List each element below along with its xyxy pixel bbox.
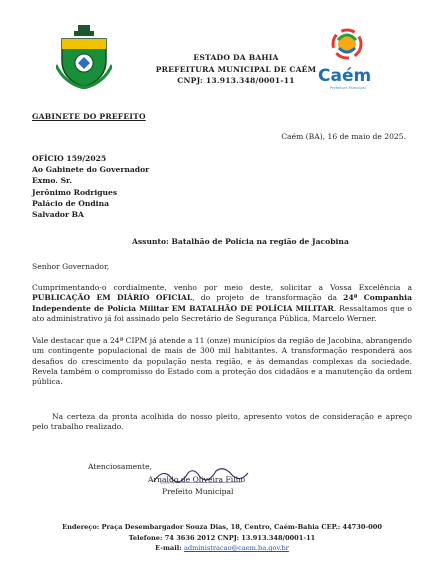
signer-name: Arnaldo de Oliveira Filho xyxy=(148,475,246,484)
p1-text: . Ressaltamos que o ato administrativo já foi assinado pelo Secretário de Segurança Pública, Marcelo Werner. xyxy=(32,303,412,323)
p1-text: Cumprimentando-o cordialmente, venho por meio deste, solicitar a Vossa Excelência a xyxy=(32,283,412,292)
paragraph-3: Na certeza da pronta acolhida do nosso pleito, apresento votos de consideração e apreço pelo trabalho realizado. xyxy=(32,412,412,432)
footer-phone: Telefone: 74 3636 2012 CNPJ: 13.913.348/0001-11 xyxy=(128,533,316,542)
footer-address: Endereço: Praça Desembargador Souza Dias, 18, Centro, Caém-Bahia CEP.: 44730-000 xyxy=(62,523,382,531)
footer xyxy=(40,522,404,554)
state-name: ESTADO DA BAHIA xyxy=(193,53,279,62)
paragraph-2: Vale destacar que a 24ª CIPM já atende a 11 (onze) municípios da região de Jacobina, abrangendo um contingente populacional de mais de 300 mil habitantes. A transformação responderá aos desafios do crescimento da população nesta região, e às demandas complexas da sociedade. Revela também o compromisso do Estado com a proteção dos cidadãos e a manutenção da ordem pública. xyxy=(32,336,412,387)
footer-email-line xyxy=(40,543,404,554)
logo-wordmark: Caém xyxy=(318,66,372,86)
subject-line: Assunto: Batalhão de Polícia na região de Jacobina xyxy=(132,237,349,246)
municipal-crest-icon xyxy=(56,25,112,89)
footer-email-label: E-mail: xyxy=(155,544,184,552)
p1-text: , do projeto de transformação da xyxy=(192,293,344,303)
p1-bold-unit: 24ª Companhia Independente de Polícia Militar EM BATALHÃO DE POLÍCIA MILITAR xyxy=(32,293,412,313)
addressee-line: Ao Gabinete do Governador xyxy=(32,165,150,175)
salutation: Senhor Governador, xyxy=(32,262,110,271)
cnpj-line: CNPJ: 13.913.348/0001-11 xyxy=(177,76,295,85)
addressee-block xyxy=(32,153,149,220)
logo-subtitle: Prefeitura Municipal xyxy=(330,86,366,90)
addressee-line: Jerônimo Rodrigues xyxy=(32,187,118,197)
addressee-line: Palácio de Ondina xyxy=(32,198,110,208)
p1-bold-publication: PUBLICAÇÃO EM DIÁRIO OFICIAL xyxy=(32,293,193,303)
office-heading: GABINETE DO PREFEITO xyxy=(32,112,146,121)
addressee-line: Exmo. Sr. xyxy=(32,176,72,186)
addressee-line: Salvador BA xyxy=(32,210,84,220)
date-line: Caém (BA), 16 de maio de 2025. xyxy=(281,132,406,141)
email-link[interactable]: administracao@caem.ba.gov.br xyxy=(183,544,289,552)
closing: Atenciosamente, xyxy=(88,462,153,471)
signer-role: Prefeito Municipal xyxy=(162,487,234,496)
paragraph-1 xyxy=(32,283,412,324)
prefecture-name: PREFEITURA MUNICIPAL DE CAÉM xyxy=(155,64,317,74)
addressee-line: OFÍCIO 159/2025 xyxy=(32,154,107,163)
